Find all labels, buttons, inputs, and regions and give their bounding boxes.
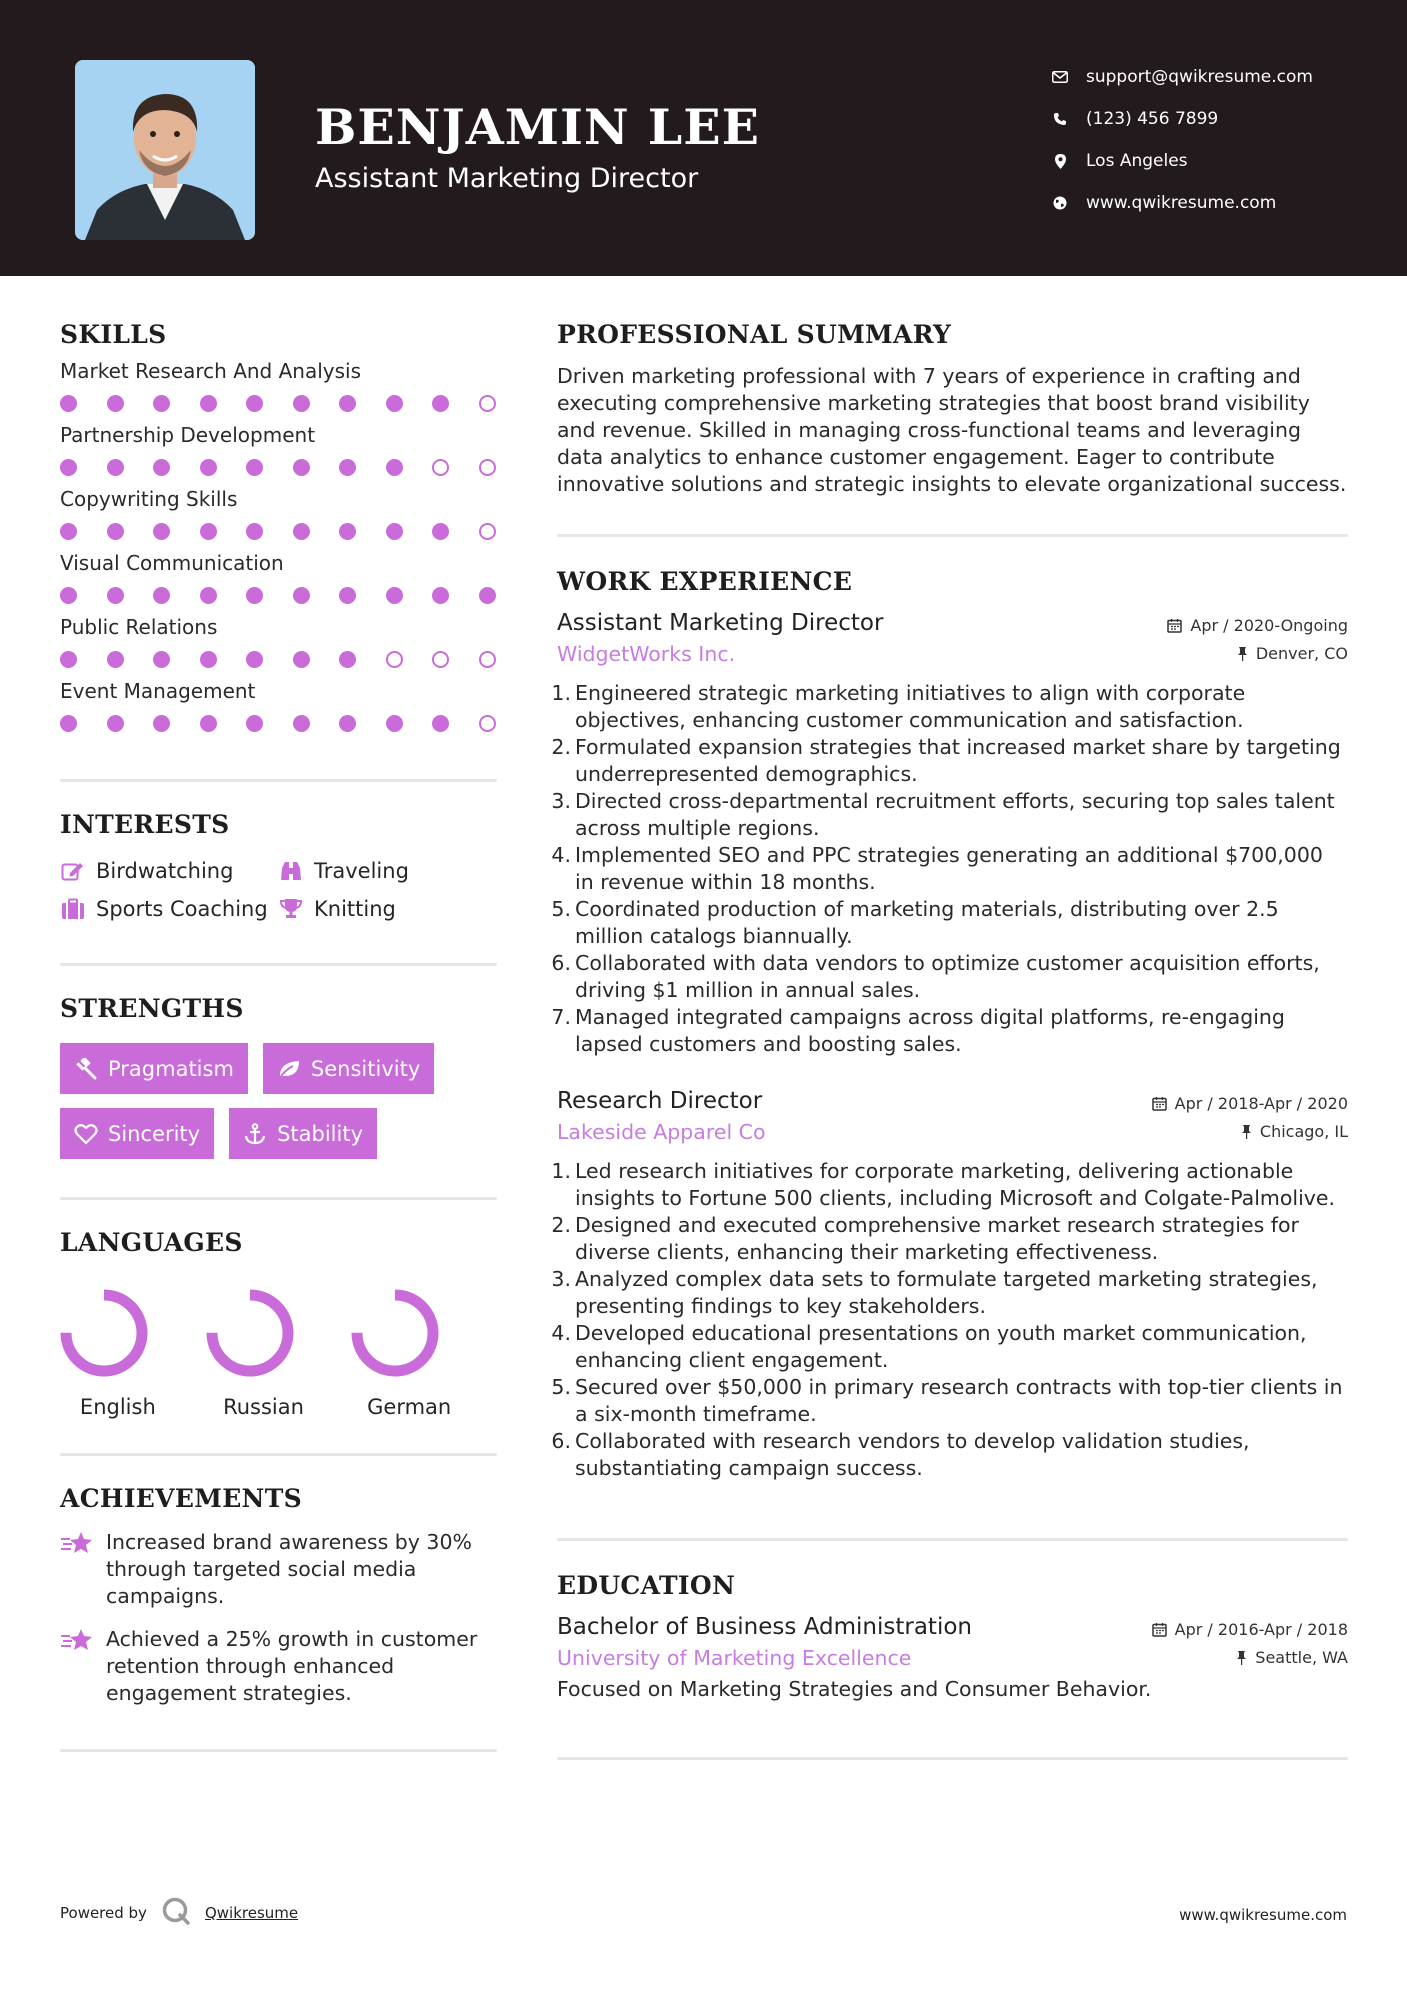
rating-dot-empty — [479, 715, 496, 732]
rating-dot-empty — [479, 459, 496, 476]
right-column — [557, 320, 1348, 1760]
job-title: Research Director — [557, 1088, 763, 1114]
interests-heading: INTERESTS — [60, 810, 230, 839]
rating-dot-filled — [153, 651, 170, 668]
contact-email-text: support@qwikresume.com — [1086, 67, 1313, 87]
calendar-icon — [1152, 1096, 1167, 1111]
job-subheader — [557, 1120, 1348, 1144]
job-bullet: Coordinated production of marketing materials, distributing over 2.5 million catalogs biannually. — [575, 897, 1279, 948]
rating-dot-empty — [479, 395, 496, 412]
job-bullet: Collaborated with data vendors to optimize customer acquisition efforts, driving $1 million in annual sales. — [575, 951, 1320, 1002]
job-bullet: Managed integrated campaigns across digital platforms, re-engaging lapsed customers and boosting sales. — [575, 1005, 1285, 1056]
achievements-heading: ACHIEVEMENTS — [60, 1484, 302, 1513]
contact-location — [1050, 140, 1313, 182]
language-name: Russian — [223, 1395, 304, 1419]
skill-item — [60, 613, 497, 669]
rating-dot-filled — [60, 459, 77, 476]
contact-email[interactable] — [1050, 56, 1313, 98]
job-bullets — [557, 680, 1348, 1058]
language-name: German — [367, 1395, 452, 1419]
rating-dot-empty — [432, 459, 449, 476]
strengths-list — [60, 1043, 480, 1159]
interest-item — [60, 859, 278, 883]
rating-dot-filled — [339, 651, 356, 668]
rating-dot-filled — [293, 651, 310, 668]
job-bullets — [557, 1158, 1348, 1482]
job-bullet: Directed cross-departmental recruitment efforts, securing top sales talent across multiple regions. — [575, 789, 1335, 840]
job-date — [1152, 1094, 1348, 1113]
language-item — [351, 1283, 497, 1419]
heart-icon — [74, 1122, 98, 1146]
strength-label: Sincerity — [108, 1121, 201, 1146]
job-bullet: Developed educational presentations on youth market communication, enhancing client engagement. — [575, 1321, 1307, 1372]
rating-dot-filled — [153, 523, 170, 540]
skill-name: Market Research And Analysis — [60, 359, 362, 383]
job-bullet: Led research initiatives for corporate marketing, delivering actionable insights to Fortune 500 clients, including Microsoft and Colgate-Palmolive. — [575, 1159, 1336, 1210]
skill-rating — [60, 713, 496, 733]
qwikresume-logo-icon — [161, 1896, 191, 1930]
rating-dot-filled — [339, 459, 356, 476]
calendar-icon — [1167, 618, 1182, 633]
rating-dot-filled — [432, 395, 449, 412]
candidate-name: BENJAMIN LEE — [315, 98, 760, 156]
job-entry — [557, 610, 1348, 1058]
rating-dot-filled — [60, 587, 77, 604]
section-divider — [557, 534, 1348, 537]
contact-list — [1050, 56, 1313, 224]
rating-dot-filled — [293, 459, 310, 476]
rating-dot-filled — [293, 715, 310, 732]
powered-by-text: Powered by — [60, 1904, 147, 1922]
contact-phone[interactable] — [1050, 98, 1313, 140]
rating-dot-filled — [386, 459, 403, 476]
skills-list — [60, 357, 497, 733]
summary-heading: PROFESSIONAL SUMMARY — [557, 320, 952, 349]
language-name: English — [79, 1395, 156, 1419]
summary-text: Driven marketing professional with 7 years of experience in crafting and executing comprehensive marketing strategies that boost brand visibility and revenue. Skilled in managing cross-functional teams and leveraging data analytics to enhance customer engagement. Eager to contribute innovative solutions and strategic insights to elevate organizational success. — [557, 364, 1347, 496]
contact-website[interactable] — [1050, 182, 1313, 224]
resume-header — [0, 0, 1407, 276]
location-pin-icon — [1050, 151, 1070, 171]
skill-name: Partnership Development — [60, 423, 316, 447]
interest-item — [278, 859, 478, 883]
rating-dot-filled — [293, 395, 310, 412]
skill-item — [60, 485, 497, 541]
education-location-text: Seattle, WA — [1255, 1648, 1348, 1667]
rating-dot-filled — [339, 523, 356, 540]
rating-dot-filled — [246, 523, 263, 540]
skill-name: Visual Communication — [60, 551, 284, 575]
skill-rating — [60, 457, 496, 477]
rating-dot-filled — [339, 715, 356, 732]
language-level-ring — [345, 1283, 445, 1383]
education-date-text: Apr / 2016-Apr / 2018 — [1174, 1620, 1348, 1639]
company-name: WidgetWorks Inc. — [557, 642, 736, 666]
rating-dot-filled — [107, 523, 124, 540]
strength-tag — [60, 1108, 214, 1159]
skill-rating — [60, 585, 496, 605]
achievement-text: Increased brand awareness by 30% through targeted social media campaigns. — [106, 1530, 472, 1608]
job-subheader — [557, 642, 1348, 666]
strength-label: Stability — [277, 1121, 364, 1146]
strength-tag — [229, 1108, 377, 1159]
interests-list — [60, 859, 497, 921]
rating-dot-filled — [200, 587, 217, 604]
interest-label: Sports Coaching — [96, 897, 268, 921]
job-bullet: Engineered strategic marketing initiatives to align with corporate objectives, enhancing customer communication and satisfaction. — [575, 681, 1246, 732]
strength-label: Pragmatism — [108, 1056, 234, 1081]
contact-phone-text: (123) 456 7899 — [1086, 109, 1219, 129]
interest-label: Knitting — [314, 897, 396, 921]
trophy-icon — [278, 897, 304, 921]
rating-dot-filled — [60, 523, 77, 540]
anchor-icon — [243, 1122, 267, 1146]
rating-dot-filled — [107, 459, 124, 476]
footer-powered-by — [60, 1896, 298, 1930]
skill-rating — [60, 393, 496, 413]
rating-dot-filled — [107, 395, 124, 412]
rating-dot-filled — [153, 715, 170, 732]
skill-name: Public Relations — [60, 615, 218, 639]
section-divider — [557, 1757, 1348, 1760]
skills-heading: SKILLS — [60, 320, 167, 349]
rating-dot-filled — [386, 715, 403, 732]
rating-dot-filled — [479, 587, 496, 604]
rating-dot-filled — [246, 587, 263, 604]
language-level-ring — [54, 1283, 154, 1383]
contact-website-text: www.qwikresume.com — [1086, 193, 1277, 213]
rating-dot-filled — [200, 459, 217, 476]
shooting-star-icon — [60, 1626, 96, 1656]
school-name: University of Marketing Excellence — [557, 1646, 912, 1670]
interest-label: Traveling — [314, 859, 409, 883]
rating-dot-filled — [246, 459, 263, 476]
job-bullet: Designed and executed comprehensive market research strategies for diverse clients, enhancing their marketing effectiveness. — [575, 1213, 1299, 1264]
rating-dot-filled — [246, 715, 263, 732]
globe-icon — [1050, 193, 1070, 213]
envelope-icon — [1050, 67, 1070, 87]
rating-dot-filled — [293, 587, 310, 604]
interest-label: Birdwatching — [96, 859, 234, 883]
job-bullet: Implemented SEO and PPC strategies generating an additional $700,000 in revenue within 18 months. — [575, 843, 1323, 894]
job-bullet: Secured over $50,000 in primary research contracts with top-tier clients in a six-month timeframe. — [575, 1375, 1343, 1426]
rating-dot-filled — [107, 715, 124, 732]
job-location — [1241, 1122, 1348, 1141]
education-description: Focused on Marketing Strategies and Consumer Behavior. — [557, 1677, 1152, 1701]
rating-dot-filled — [432, 587, 449, 604]
section-divider — [60, 1453, 497, 1456]
pushpin-icon — [1241, 1124, 1252, 1139]
skill-rating — [60, 649, 496, 669]
rating-dot-filled — [386, 587, 403, 604]
rating-dot-filled — [153, 587, 170, 604]
pushpin-icon — [1236, 1650, 1247, 1665]
rating-dot-filled — [339, 395, 356, 412]
education-header — [557, 1614, 1348, 1640]
rating-dot-filled — [200, 523, 217, 540]
rating-dot-filled — [153, 459, 170, 476]
strength-label: Sensitivity — [310, 1056, 421, 1081]
job-header — [557, 610, 1348, 636]
edit-icon — [60, 859, 86, 883]
job-date-text: Apr / 2020-Ongoing — [1190, 616, 1348, 635]
strengths-heading: STRENGTHS — [60, 994, 244, 1023]
section-divider — [60, 1749, 497, 1752]
job-bullet: Analyzed complex data sets to formulate targeted marketing strategies, presenting findings to key stakeholders. — [575, 1267, 1318, 1318]
rating-dot-filled — [107, 651, 124, 668]
pushpin-icon — [1237, 646, 1248, 661]
rating-dot-filled — [432, 715, 449, 732]
degree-title: Bachelor of Business Administration — [557, 1614, 972, 1640]
job-entry — [557, 1088, 1348, 1482]
rating-dot-filled — [200, 395, 217, 412]
languages-list — [60, 1283, 497, 1419]
achievement-text: Achieved a 25% growth in customer retention through enhanced engagement strategies. — [106, 1627, 478, 1705]
job-location-text: Denver, CO — [1255, 644, 1348, 663]
rating-dot-empty — [386, 651, 403, 668]
phone-icon — [1050, 109, 1070, 129]
footer-website[interactable]: www.qwikresume.com — [1179, 1906, 1347, 1924]
strength-tag — [60, 1043, 248, 1094]
education-location — [1236, 1648, 1348, 1667]
language-level-arc — [357, 1295, 433, 1371]
education-heading: EDUCATION — [557, 1571, 736, 1600]
interest-item — [60, 897, 278, 921]
job-location-text: Chicago, IL — [1259, 1122, 1348, 1141]
rating-dot-filled — [200, 715, 217, 732]
shooting-star-icon — [60, 1529, 96, 1559]
left-column — [60, 320, 497, 1752]
rating-dot-filled — [386, 523, 403, 540]
rating-dot-filled — [60, 651, 77, 668]
rating-dot-filled — [60, 395, 77, 412]
contact-location-text: Los Angeles — [1086, 151, 1188, 171]
education-date — [1152, 1620, 1348, 1639]
skill-item — [60, 357, 497, 413]
language-level-arc — [212, 1295, 288, 1371]
candidate-title: Assistant Marketing Director — [315, 163, 699, 194]
rating-dot-filled — [293, 523, 310, 540]
rating-dot-filled — [386, 395, 403, 412]
rating-dot-filled — [339, 587, 356, 604]
achievement-item — [60, 1626, 497, 1707]
briefcase-icon — [60, 897, 86, 921]
gavel-icon — [74, 1057, 98, 1081]
rating-dot-filled — [432, 523, 449, 540]
education-subheader — [557, 1646, 1348, 1670]
qwikresume-link[interactable]: Qwikresume — [204, 1904, 299, 1922]
rating-dot-filled — [107, 587, 124, 604]
rating-dot-empty — [479, 523, 496, 540]
skill-item — [60, 421, 497, 477]
language-level-ring — [200, 1283, 300, 1383]
rating-dot-filled — [153, 395, 170, 412]
interest-item — [278, 897, 478, 921]
education-entry — [557, 1614, 1348, 1703]
skill-name: Event Management — [60, 679, 256, 703]
section-divider — [557, 1538, 1348, 1541]
calendar-icon — [1152, 1622, 1167, 1637]
section-divider — [60, 779, 497, 782]
rating-dot-empty — [432, 651, 449, 668]
job-location — [1237, 644, 1348, 663]
achievements-list — [60, 1529, 497, 1707]
rating-dot-filled — [60, 715, 77, 732]
job-date — [1167, 616, 1348, 635]
rating-dot-filled — [246, 395, 263, 412]
rating-dot-empty — [479, 651, 496, 668]
profile-photo — [75, 60, 255, 240]
job-bullet: Formulated expansion strategies that increased market share by targeting underrepresented demographics. — [575, 735, 1341, 786]
skill-rating — [60, 521, 496, 541]
job-bullet: Collaborated with research vendors to develop validation studies, substantiating campaign success. — [575, 1429, 1250, 1480]
experience-heading: WORK EXPERIENCE — [557, 567, 853, 596]
achievement-item — [60, 1529, 497, 1610]
skill-item — [60, 677, 497, 733]
skill-item — [60, 549, 497, 605]
company-name: Lakeside Apparel Co — [557, 1120, 766, 1144]
binoculars-icon — [278, 859, 304, 883]
section-divider — [60, 1197, 497, 1200]
strength-tag — [263, 1043, 434, 1094]
job-date-text: Apr / 2018-Apr / 2020 — [1174, 1094, 1348, 1113]
job-header — [557, 1088, 1348, 1114]
rating-dot-filled — [246, 651, 263, 668]
leaf-icon — [277, 1057, 301, 1081]
languages-heading: LANGUAGES — [60, 1228, 243, 1257]
section-divider — [60, 963, 497, 966]
language-level-arc — [66, 1295, 142, 1371]
skill-name: Copywriting Skills — [60, 487, 238, 511]
job-title: Assistant Marketing Director — [557, 610, 884, 636]
rating-dot-filled — [200, 651, 217, 668]
